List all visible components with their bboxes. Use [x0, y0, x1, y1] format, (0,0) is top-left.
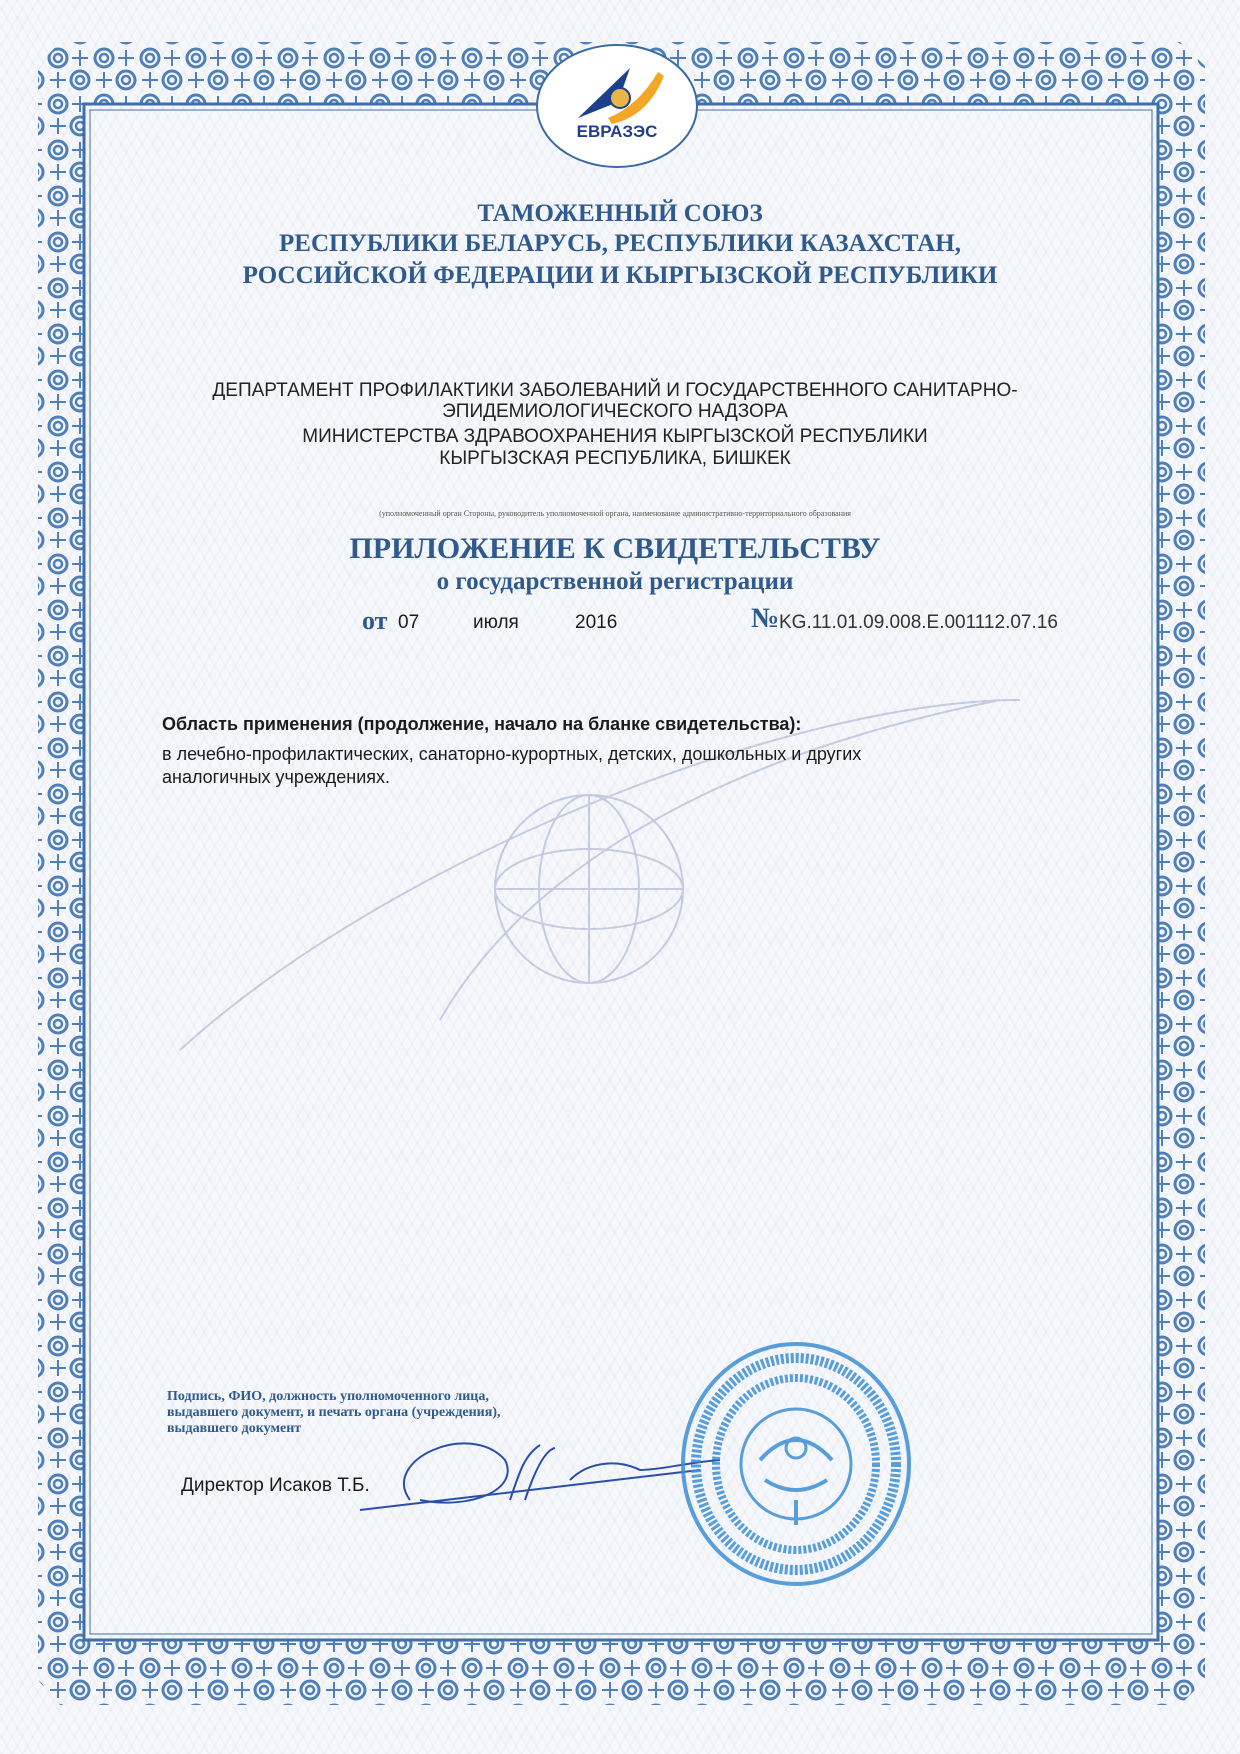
authority-line-4: КЫРГЫЗСКАЯ РЕСПУБЛИКА, БИШКЕК [439, 448, 791, 469]
scope-heading: Область применения (продолжение, начало на бланке свидетельства): [162, 714, 802, 734]
border-band [38, 42, 1205, 1705]
header-line-2: РЕСПУБЛИКИ БЕЛАРУСЬ, РЕСПУБЛИКИ КАЗАХСТАН, [279, 230, 961, 257]
header-line-1: ТАМОЖЕННЫЙ СОЮЗ [477, 200, 763, 227]
document-subtitle: о государственной регистрации [436, 568, 794, 595]
official-stamp [683, 1344, 909, 1584]
date-month: июля [473, 612, 519, 633]
logo-text: ЕВРАЗЭС [576, 122, 658, 141]
date-year: 2016 [575, 612, 618, 633]
date-day: 07 [398, 612, 420, 633]
authority-line-3: МИНИСТЕРСТВА ЗДРАВООХРАНЕНИЯ КЫРГЫЗСКОЙ РЕСПУБЛИКИ [302, 426, 928, 447]
certificate-number: KG.11.01.09.008.E.001112.07.16 [779, 612, 1058, 633]
signature-caption-3: выдавшего документ [167, 1421, 302, 1436]
scope-line-2: аналогичных учреждениях. [162, 767, 391, 787]
authority-line-2: ЭПИДЕМИОЛОГИЧЕСКОГО НАДЗОРА [442, 401, 788, 422]
signer-name: Директор Исаков Т.Б. [181, 1475, 370, 1496]
signature-caption-2: выдавшего документ, и печать органа (учреждения), [167, 1405, 501, 1420]
number-label: № [751, 603, 780, 634]
date-from-label: от [362, 606, 388, 635]
logo-emblem-icon [538, 46, 696, 166]
scope-line-1: в лечебно-профилактических, санаторно-курортных, детских, дошкольных и других [162, 744, 862, 764]
document-title: ПРИЛОЖЕНИЕ К СВИДЕТЕЛЬСТВУ [349, 532, 881, 565]
authority-caption: (уполномоченный орган Стороны, руководитель уполномоченной органа, наименование административно-территориального образования [379, 509, 851, 518]
authority-line-1: ДЕПАРТАМЕНТ ПРОФИЛАКТИКИ ЗАБОЛЕВАНИЙ И ГОСУДАРСТВЕННОГО САНИТАРНО- [212, 380, 1018, 401]
header-line-3: РОССИЙСКОЙ ФЕДЕРАЦИИ И КЫРГЫЗСКОЙ РЕСПУБЛИКИ [242, 262, 998, 289]
signature-scribble [360, 1443, 720, 1510]
evraes-logo [536, 44, 698, 168]
signature-caption-1: Подпись, ФИО, должность уполномоченного лица, [167, 1389, 489, 1404]
